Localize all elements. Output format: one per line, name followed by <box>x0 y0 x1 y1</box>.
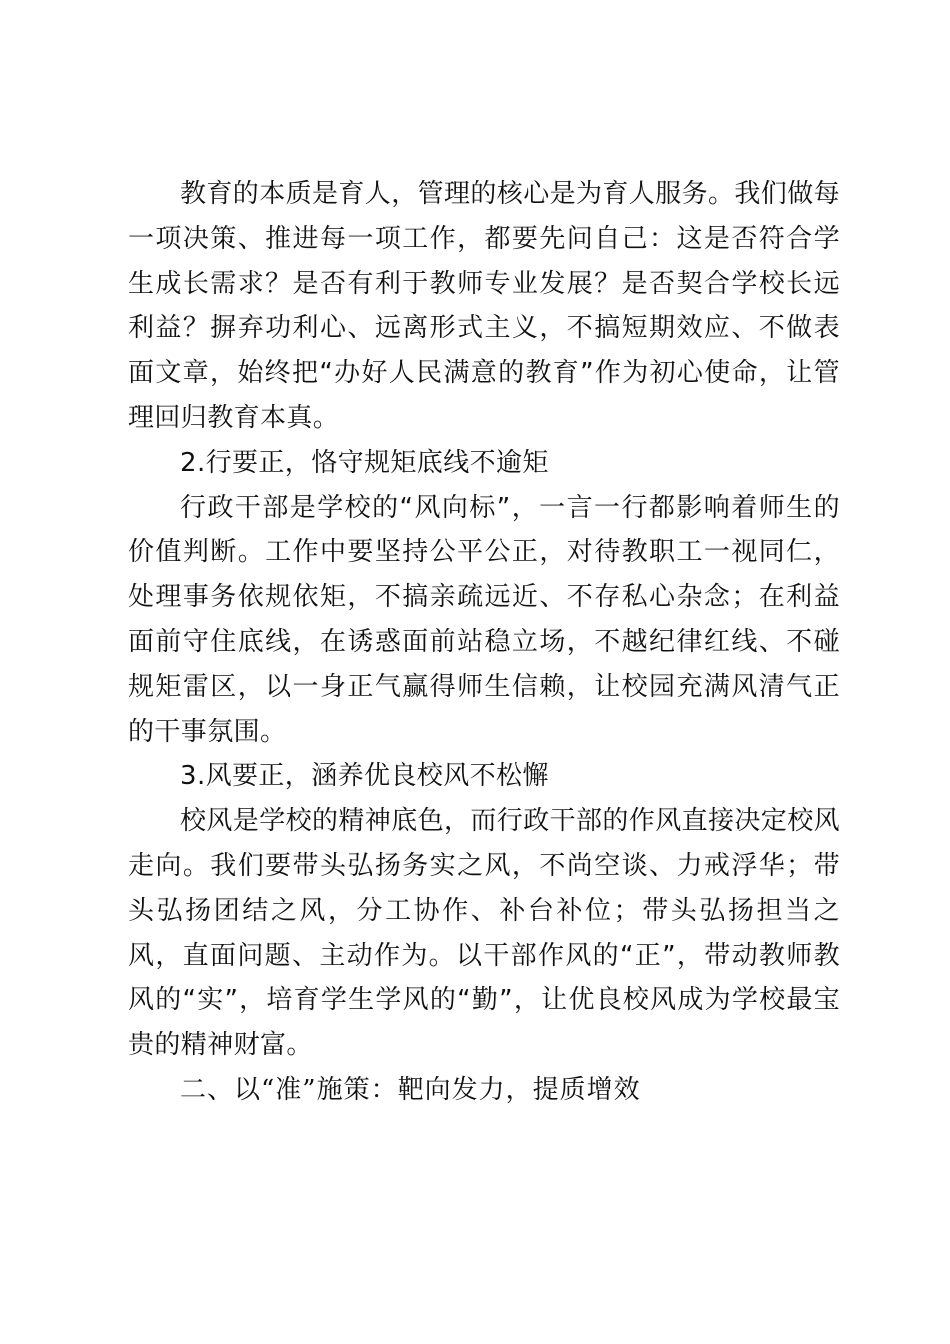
section-heading-precision: 二、以“准”施策：靶向发力，提质增效 <box>180 1074 641 1105</box>
document-page <box>128 172 840 1113</box>
subheading-school-spirit: 3.风要正，涵养优良校风不松懈 <box>180 761 549 792</box>
subheading-conduct: 2.行要正，恪守规矩底线不逾矩 <box>180 447 549 478</box>
paragraph-education-essence: 教育的本质是育人，管理的核心是为育人服务。我们做每一项决策、推进每一项工作，都要先问自己：这是否符合学生成长需求？是否有利于教师专业发展？是否契合学校长远利益？摒弃功利心、远离形式主义，不搞短期效应、不做表面文章，始终把“办好人民满意的教育”作为初心使命，让管理回归教育本真。 <box>128 179 841 433</box>
paragraph-conduct: 行政干部是学校的“风向标”，一言一行都影响着师生的价值判断。工作中要坚持公平公正，对待教职工一视同仁，处理事务依规依矩，不搞亲疏远近、不存私心杂念；在利益面前守住底线，在诱惑面前站稳立场，不越纪律红线、不碰规矩雷区，以一身正气赢得师生信赖，让校园充满风清气正的干事氛围。 <box>128 492 840 747</box>
paragraph-school-spirit: 校风是学校的精神底色，而行政干部的作风直接决定校风走向。我们要带头弘扬务实之风，不尚空谈、力戒浮华；带头弘扬团结之风，分工协作、补台补位；带头弘扬担当之风，直面问题、主动作为。以干部作风的“正”，带动教师教风的“实”，培育学生学风的“勤”，让优良校风成为学校最宝贵的精神财富。 <box>128 806 841 1061</box>
